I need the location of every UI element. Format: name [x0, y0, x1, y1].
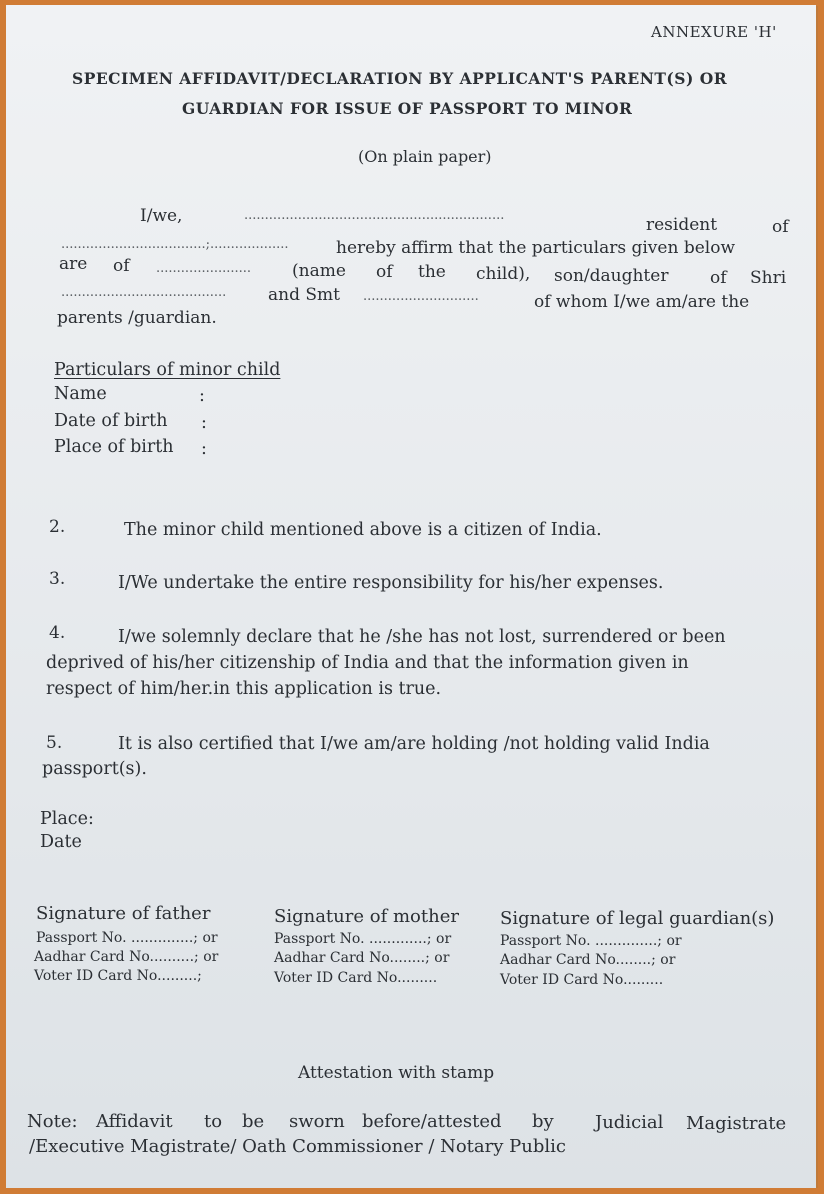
item-5-number: 5.: [46, 733, 63, 753]
intro-son-daughter: son/daughter: [554, 266, 669, 286]
note-word-to: to: [204, 1111, 223, 1132]
intro-name: (name: [292, 261, 346, 281]
intro-iwe: I/we,: [140, 206, 183, 226]
note-line-2: /Executive Magistrate/ Oath Commissioner / Notary Public: [29, 1136, 566, 1157]
item-3-text: I/We undertake the entire responsibility for his/her expenses.: [118, 573, 664, 593]
particular-pob-label: Place of birth: [54, 437, 174, 457]
document-title-line-1: SPECIMEN AFFIDAVIT/DECLARATION BY APPLICANT'S PARENT(S) OR: [72, 69, 728, 88]
note-word-by: by: [532, 1111, 554, 1132]
note-word-magistrate: Magistrate: [686, 1113, 787, 1134]
guardian-aadhar-line: Aadhar Card No........; or: [500, 952, 676, 968]
mother-aadhar-line: Aadhar Card No........; or: [274, 950, 450, 966]
note-label: Note:: [27, 1111, 78, 1132]
mother-passport-line: Passport No. .............; or: [274, 931, 452, 947]
intro-blank-father: ........................................: [61, 285, 227, 300]
item-2-number: 2.: [49, 517, 66, 537]
note-word-sworn: sworn: [289, 1111, 345, 1132]
intro-whom: of whom I/we am/are the: [534, 292, 750, 312]
item-2-text: The minor child mentioned above is a citizen of India.: [124, 520, 602, 540]
father-passport-line: Passport No. ..............; or: [36, 930, 218, 946]
intro-affirm: hereby affirm that the particulars given below: [336, 238, 735, 258]
mother-voter-line: Voter ID Card No.........: [274, 970, 438, 986]
intro-and-smt: and Smt: [268, 285, 340, 305]
note-word-judicial: Judicial: [595, 1112, 664, 1133]
intro-the: the: [418, 262, 446, 282]
particular-name-label: Name: [54, 384, 107, 404]
intro-parents-guardian: parents /guardian.: [57, 308, 217, 328]
annexure-label: ANNEXURE 'H': [651, 23, 777, 41]
note-word-before-attested: before/attested: [362, 1111, 502, 1132]
particular-dob-label: Date of birth: [54, 411, 168, 431]
item-4-line-3: respect of him/her.in this application is true.: [46, 679, 442, 699]
intro-blank-address: ...................................;...................: [61, 237, 289, 252]
document-subtitle: (On plain paper): [358, 147, 492, 166]
document-title-line-2: GUARDIAN FOR ISSUE OF PASSPORT TO MINOR: [182, 99, 633, 118]
item-4-line-1: I/we solemnly declare that he /she has not lost, surrendered or been: [118, 627, 726, 647]
intro-of-4: of: [710, 268, 727, 288]
intro-blank-child: .......................: [156, 261, 252, 276]
guardian-passport-line: Passport No. ..............; or: [500, 933, 682, 949]
intro-of-3: of: [376, 262, 393, 282]
particulars-heading: Particulars of minor child: [54, 360, 281, 380]
intro-shri: Shri: [750, 268, 787, 288]
document-page: [6, 5, 816, 1188]
signature-guardian-heading: Signature of legal guardian(s): [500, 908, 775, 929]
signature-mother-heading: Signature of mother: [274, 906, 459, 927]
item-4-line-2: deprived of his/her citizenship of India and that the information given in: [46, 653, 689, 673]
place-label: Place:: [40, 809, 94, 829]
note-word-affidavit: Affidavit: [96, 1111, 173, 1132]
item-5-line-2: passport(s).: [42, 759, 147, 779]
intro-child: child),: [476, 264, 531, 284]
father-aadhar-line: Aadhar Card No..........; or: [34, 949, 219, 965]
intro-are: are: [59, 254, 88, 274]
date-label: Date: [40, 832, 82, 852]
guardian-voter-line: Voter ID Card No.........: [500, 972, 664, 988]
intro-blank-mother: ............................: [363, 289, 479, 304]
item-5-line-1: It is also certified that I/we am/are holding /not holding valid India: [118, 734, 710, 754]
note-word-be: be: [242, 1111, 265, 1132]
intro-resident: resident: [646, 215, 718, 235]
particular-pob-colon: :: [201, 439, 207, 459]
attestation-label: Attestation with stamp: [298, 1063, 495, 1083]
particular-dob-colon: :: [201, 413, 207, 433]
intro-of: of: [772, 217, 789, 237]
particular-name-colon: :: [199, 386, 205, 406]
item-3-number: 3.: [49, 569, 66, 589]
item-4-number: 4.: [49, 623, 66, 643]
intro-blank-name: ...............................................................: [244, 208, 505, 223]
father-voter-line: Voter ID Card No.........;: [34, 968, 202, 984]
intro-of-2: of: [113, 256, 130, 276]
signature-father-heading: Signature of father: [36, 903, 211, 924]
